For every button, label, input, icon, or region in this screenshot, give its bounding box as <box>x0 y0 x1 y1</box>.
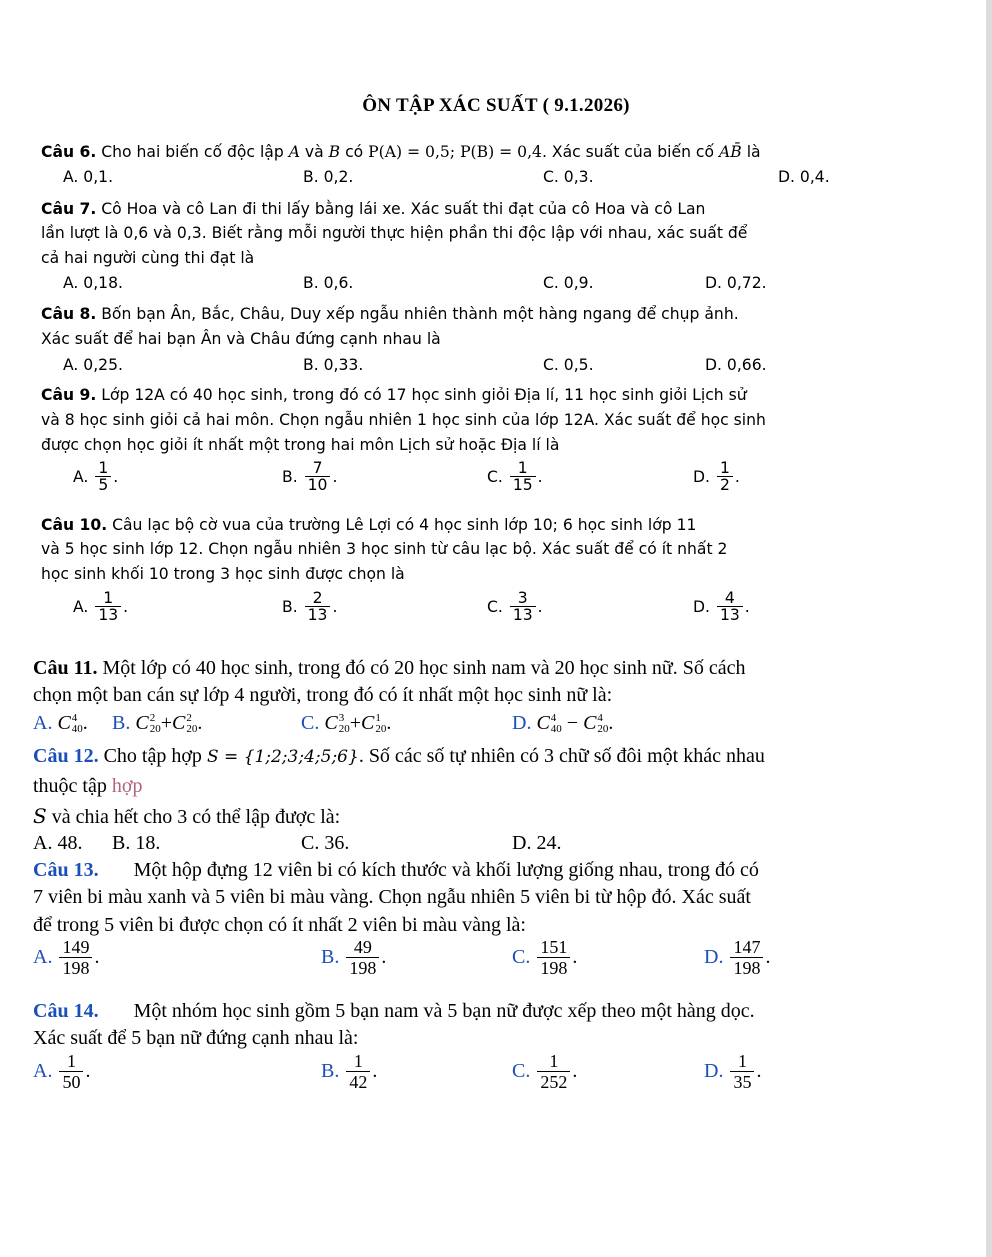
q13-line-1 <box>33 859 759 882</box>
denominator: 198 <box>537 957 570 979</box>
q6-expression: P(A) = 0,5; P(B) = 0,4 <box>368 143 542 161</box>
q13-option-d-letter: D. <box>704 945 724 968</box>
denominator: 13 <box>305 606 331 625</box>
q11-option-b <box>112 712 202 735</box>
q9-option-b-letter: B. <box>282 468 298 487</box>
q11-option-d <box>512 712 613 735</box>
q14-option-c-fraction <box>537 1052 570 1093</box>
q9-option-b: B. $\frac{7}{10}$ . <box>282 459 338 495</box>
q9-option-b-fraction <box>305 460 331 495</box>
page-title: ÔN TẬP XÁC SUẤT ( 9.1.2026) <box>362 95 630 116</box>
q12-text-1a: Cho tập hợp <box>98 745 207 767</box>
q13-option-c-letter: C. <box>512 945 531 968</box>
q12-line-2 <box>33 775 142 798</box>
q7-text-1: Cô Hoa và cô Lan đi thi lấy bằng lái xe. Xác suất thi đạt của cô Hoa và cô Lan <box>96 200 706 218</box>
q14-option-d-fraction <box>730 1052 754 1093</box>
q13-option-d: D. $\frac{147}{198}$ . <box>704 937 771 978</box>
q6-stem <box>41 143 761 161</box>
q12-var-s: S <box>33 804 47 828</box>
numerator: 1 <box>103 589 114 607</box>
c-symbol: C <box>583 712 597 734</box>
q7-option-c: C. 0,9. <box>543 274 594 292</box>
q11-text-1: Một lớp có 40 học sinh, trong đó có 20 học sinh nam và 20 học sinh nữ. Số cách <box>97 657 746 679</box>
denominator: 252 <box>537 1071 570 1093</box>
q12-text-2: thuộc tập <box>33 775 112 797</box>
upper-index: 1 <box>375 712 381 725</box>
q9-option-a-letter: A. <box>73 468 89 487</box>
q13-option-b-letter: B. <box>321 945 340 968</box>
combination <box>536 712 561 734</box>
numerator: 1 <box>98 459 109 477</box>
period: . <box>197 712 203 734</box>
q10-option-b: B. $\frac{2}{13}$ . <box>282 589 338 625</box>
q9-option-c-letter: C. <box>487 468 503 487</box>
numerator: 149 <box>62 937 90 957</box>
lower-index: 20 <box>186 723 198 736</box>
combination <box>583 712 608 734</box>
q9-option-d-fraction <box>717 460 733 495</box>
q8-option-d: D. 0,66. <box>705 356 767 374</box>
q10-option-c-letter: C. <box>487 598 503 617</box>
q10-text-1: Câu lạc bộ cờ vua của trường Lê Lợi có 4 học sinh lớp 10; 6 học sinh lớp 11 <box>107 516 697 534</box>
upper-index: 4 <box>71 712 78 725</box>
q6-text-end: là <box>741 143 761 161</box>
q12-option-b: B. 18. <box>112 832 161 854</box>
q10-option-d-letter: D. <box>693 598 710 617</box>
denominator: 42 <box>346 1071 370 1093</box>
minus-sign: − <box>566 712 579 734</box>
q14-option-b-fraction <box>346 1052 370 1093</box>
c-symbol: C <box>360 712 375 734</box>
numerator: 151 <box>540 937 568 957</box>
q6-text-and: và <box>299 143 329 161</box>
combination <box>172 712 197 734</box>
period: . <box>608 712 614 734</box>
q11-line-2: chọn một ban cán sự lớp 4 người, trong đó có ít nhất một học sinh nữ là: <box>33 684 613 706</box>
q6-option-d: D. 0,4. <box>778 168 830 186</box>
q10-option-d-fraction <box>717 590 743 625</box>
q8-option-b: B. 0,33. <box>303 356 364 374</box>
q6-label: Câu 6. <box>41 143 97 161</box>
page-edge <box>986 0 992 1257</box>
c-symbol: C <box>171 712 186 734</box>
numerator: 49 <box>353 937 372 957</box>
combination <box>135 712 160 734</box>
q12-option-a: A. 48. <box>33 832 83 854</box>
q9-line-2: và 8 học sinh giỏi cả hai môn. Chọn ngẫu nhiên 1 học sinh của lớp 12A. Xác suất để học sinh <box>41 411 766 429</box>
c-symbol: C <box>57 712 71 734</box>
q9-option-c: C. $\frac{1}{15}$ . <box>487 459 543 495</box>
q10-option-b-letter: B. <box>282 598 298 617</box>
numerator: 147 <box>733 937 761 957</box>
q13-option-c: C. $\frac{151}{198}$ . <box>512 937 578 978</box>
q13-label: Câu 13. <box>33 859 99 881</box>
q11-option-d-letter: D. <box>512 712 532 734</box>
q8-label: Câu 8. <box>41 305 97 323</box>
q14-option-c: C. $\frac{1}{252}$ . <box>512 1051 578 1092</box>
q11-option-b-letter: B. <box>112 712 131 734</box>
q11-option-c-letter: C. <box>301 712 320 734</box>
q6-text-prob: . Xác suất của biến cố <box>541 143 719 161</box>
q6-option-a: A. 0,1. <box>63 168 114 186</box>
q13-option-b-fraction <box>346 938 379 979</box>
numerator: 3 <box>517 589 528 607</box>
denominator: 13 <box>95 606 121 625</box>
q12-set: S = {1;2;3;4;5;6} <box>206 747 359 767</box>
numerator: 1 <box>549 1051 559 1071</box>
upper-index: 2 <box>186 712 192 725</box>
q6-text: Cho hai biến cố độc lập <box>96 143 289 161</box>
numerator: 1 <box>517 459 528 477</box>
period: . <box>82 712 88 734</box>
q6-event: AB̄ <box>719 143 742 161</box>
q13-option-c-fraction <box>537 938 570 979</box>
combination <box>361 712 386 734</box>
denominator: 5 <box>95 476 111 495</box>
q13-option-a-fraction <box>59 938 92 979</box>
q14-option-a: A. $\frac{1}{50}$ . <box>33 1051 91 1092</box>
q8-line-1 <box>41 305 739 323</box>
q8-text-1: Bốn bạn Ân, Bắc, Châu, Duy xếp ngẫu nhiên thành một hàng ngang để chụp ảnh. <box>96 305 739 323</box>
denominator: 13 <box>510 606 536 625</box>
q7-option-b: B. 0,6. <box>303 274 354 292</box>
q10-option-a-fraction <box>95 590 121 625</box>
q6-option-c: C. 0,3. <box>543 168 594 186</box>
q9-text-1: Lớp 12A có 40 học sinh, trong đó có 17 học sinh giỏi Địa lí, 11 học sinh giỏi Lịch sử <box>96 386 747 404</box>
q12-label: Câu 12. <box>33 745 99 767</box>
q11-option-a-letter: A. <box>33 712 53 734</box>
lower-index: 40 <box>550 723 562 736</box>
q14-option-d-letter: D. <box>704 1059 724 1082</box>
q7-label: Câu 7. <box>41 200 97 218</box>
c-symbol: C <box>135 712 149 734</box>
combination <box>57 712 82 734</box>
q9-line-1 <box>41 386 747 404</box>
plus-sign: + <box>349 712 361 734</box>
q7-option-d: D. 0,72. <box>705 274 767 292</box>
q9-option-a-fraction <box>95 460 111 495</box>
q8-option-c: C. 0,5. <box>543 356 594 374</box>
q14-text-1: Một nhóm học sinh gồm 5 bạn nam và 5 bạn nữ được xếp theo một hàng dọc. <box>98 1000 755 1022</box>
q9-line-3: được chọn học giỏi ít nhất một trong hai môn Lịch sử hoặc Địa lí là <box>41 436 560 454</box>
denominator: 198 <box>730 957 763 979</box>
q9-option-d: D. $\frac{1}{2}$ . <box>693 459 740 495</box>
combination <box>324 712 349 734</box>
q8-option-a: A. 0,25. <box>63 356 123 374</box>
denominator: 35 <box>730 1071 754 1093</box>
denominator: 13 <box>717 606 743 625</box>
c-symbol: C <box>536 712 550 734</box>
q7-line-1 <box>41 200 705 218</box>
q11-line-1 <box>33 657 745 680</box>
q6-var-b: B <box>328 143 341 161</box>
lower-index: 20 <box>375 723 387 736</box>
q13-option-a: A. $\frac{149}{198}$ . <box>33 937 100 978</box>
q14-option-b-letter: B. <box>321 1059 340 1082</box>
denominator: 50 <box>59 1071 83 1093</box>
q12-text-1b: . Số các số tự nhiên có 3 chữ số đôi một khác nhau <box>358 745 765 767</box>
denominator: 10 <box>305 476 331 495</box>
q13-option-d-fraction <box>730 938 763 979</box>
numerator: 1 <box>719 459 730 477</box>
q6-option-b: B. 0,2. <box>303 168 354 186</box>
q9-option-c-fraction <box>510 460 536 495</box>
upper-index: 4 <box>597 712 603 725</box>
q6-text-has: có <box>340 143 369 161</box>
numerator: 7 <box>312 459 323 477</box>
q14-option-d: D. $\frac{1}{35}$ . <box>704 1051 762 1092</box>
c-symbol: C <box>324 712 338 734</box>
q7-option-a: A. 0,18. <box>63 274 123 292</box>
q9-option-d-letter: D. <box>693 468 710 487</box>
q10-option-c-fraction <box>510 590 536 625</box>
q14-option-c-letter: C. <box>512 1059 531 1082</box>
q7-line-3: cả hai người cùng thi đạt là <box>41 249 255 267</box>
q10-line-2: và 5 học sinh lớp 12. Chọn ngẫu nhiên 3 học sinh từ câu lạc bộ. Xác suất để có ít nhất 2 <box>41 540 728 558</box>
numerator: 1 <box>66 1051 76 1071</box>
q12-highlight-word: hợp <box>111 775 143 797</box>
q14-label: Câu 14. <box>33 1000 99 1022</box>
q11-label: Câu 11. <box>33 657 98 679</box>
q10-option-b-fraction <box>305 590 331 625</box>
q14-option-a-letter: A. <box>33 1059 53 1082</box>
q12-line-3 <box>33 804 340 829</box>
q6-var-a: A <box>288 143 300 161</box>
q9-label: Câu 9. <box>41 386 97 404</box>
q13-line-2: 7 viên bi màu xanh và 5 viên bi màu vàng. Chọn ngẫu nhiên 5 viên bi từ hộp đó. Xác suất <box>33 886 751 908</box>
denominator: 2 <box>717 476 733 495</box>
q12-text-3: và chia hết cho 3 có thể lập được là: <box>46 806 341 828</box>
q14-line-1 <box>33 1000 755 1023</box>
q13-option-a-letter: A. <box>33 945 53 968</box>
numerator: 1 <box>353 1051 363 1071</box>
q13-text-1: Một hộp đựng 12 viên bi có kích thước và khối lượng giống nhau, trong đó có <box>98 859 759 881</box>
q10-option-a: A. $\frac{1}{13}$ . <box>73 589 129 625</box>
q12-option-c: C. 36. <box>301 832 350 854</box>
q7-line-2: lần lượt là 0,6 và 0,3. Biết rằng mỗi người thực hiện phần thi độc lập với nhau, xác suất để <box>41 224 748 242</box>
upper-index: 2 <box>149 712 156 725</box>
q14-option-b: B. $\frac{1}{42}$ . <box>321 1051 378 1092</box>
q11-option-a <box>33 712 88 735</box>
lower-index: 20 <box>597 723 609 736</box>
q12-line-1 <box>33 745 765 768</box>
lower-index: 20 <box>149 723 161 736</box>
q12-option-d: D. 24. <box>512 832 562 854</box>
denominator: 198 <box>346 957 379 979</box>
q10-line-3: học sinh khối 10 trong 3 học sinh được chọn là <box>41 565 405 583</box>
numerator: 4 <box>724 589 735 607</box>
q10-label: Câu 10. <box>41 516 108 534</box>
q13-option-b: B. $\frac{49}{198}$ . <box>321 937 387 978</box>
denominator: 15 <box>510 476 536 495</box>
q9-option-a: A. $\frac{1}{5}$ . <box>73 459 119 495</box>
numerator: 2 <box>312 589 323 607</box>
lower-index: 40 <box>71 723 83 736</box>
numerator: 1 <box>737 1051 747 1071</box>
q10-option-a-letter: A. <box>73 598 89 617</box>
lower-index: 20 <box>338 723 350 736</box>
q10-option-c: C. $\frac{3}{13}$ . <box>487 589 543 625</box>
upper-index: 3 <box>338 712 345 725</box>
q10-option-d: D. $\frac{4}{13}$ . <box>693 589 750 625</box>
plus-sign: + <box>160 712 172 734</box>
period: . <box>386 712 392 734</box>
q8-line-2: Xác suất để hai bạn Ân và Châu đứng cạnh nhau là <box>41 330 441 348</box>
q11-option-c <box>301 712 391 735</box>
q14-option-a-fraction <box>59 1052 83 1093</box>
upper-index: 4 <box>550 712 557 725</box>
q10-line-1 <box>41 516 696 534</box>
q14-line-2: Xác suất để 5 bạn nữ đứng cạnh nhau là: <box>33 1027 359 1049</box>
denominator: 198 <box>59 957 92 979</box>
q13-line-3: để trong 5 viên bi được chọn có ít nhất 2 viên bi màu vàng là: <box>33 914 526 936</box>
